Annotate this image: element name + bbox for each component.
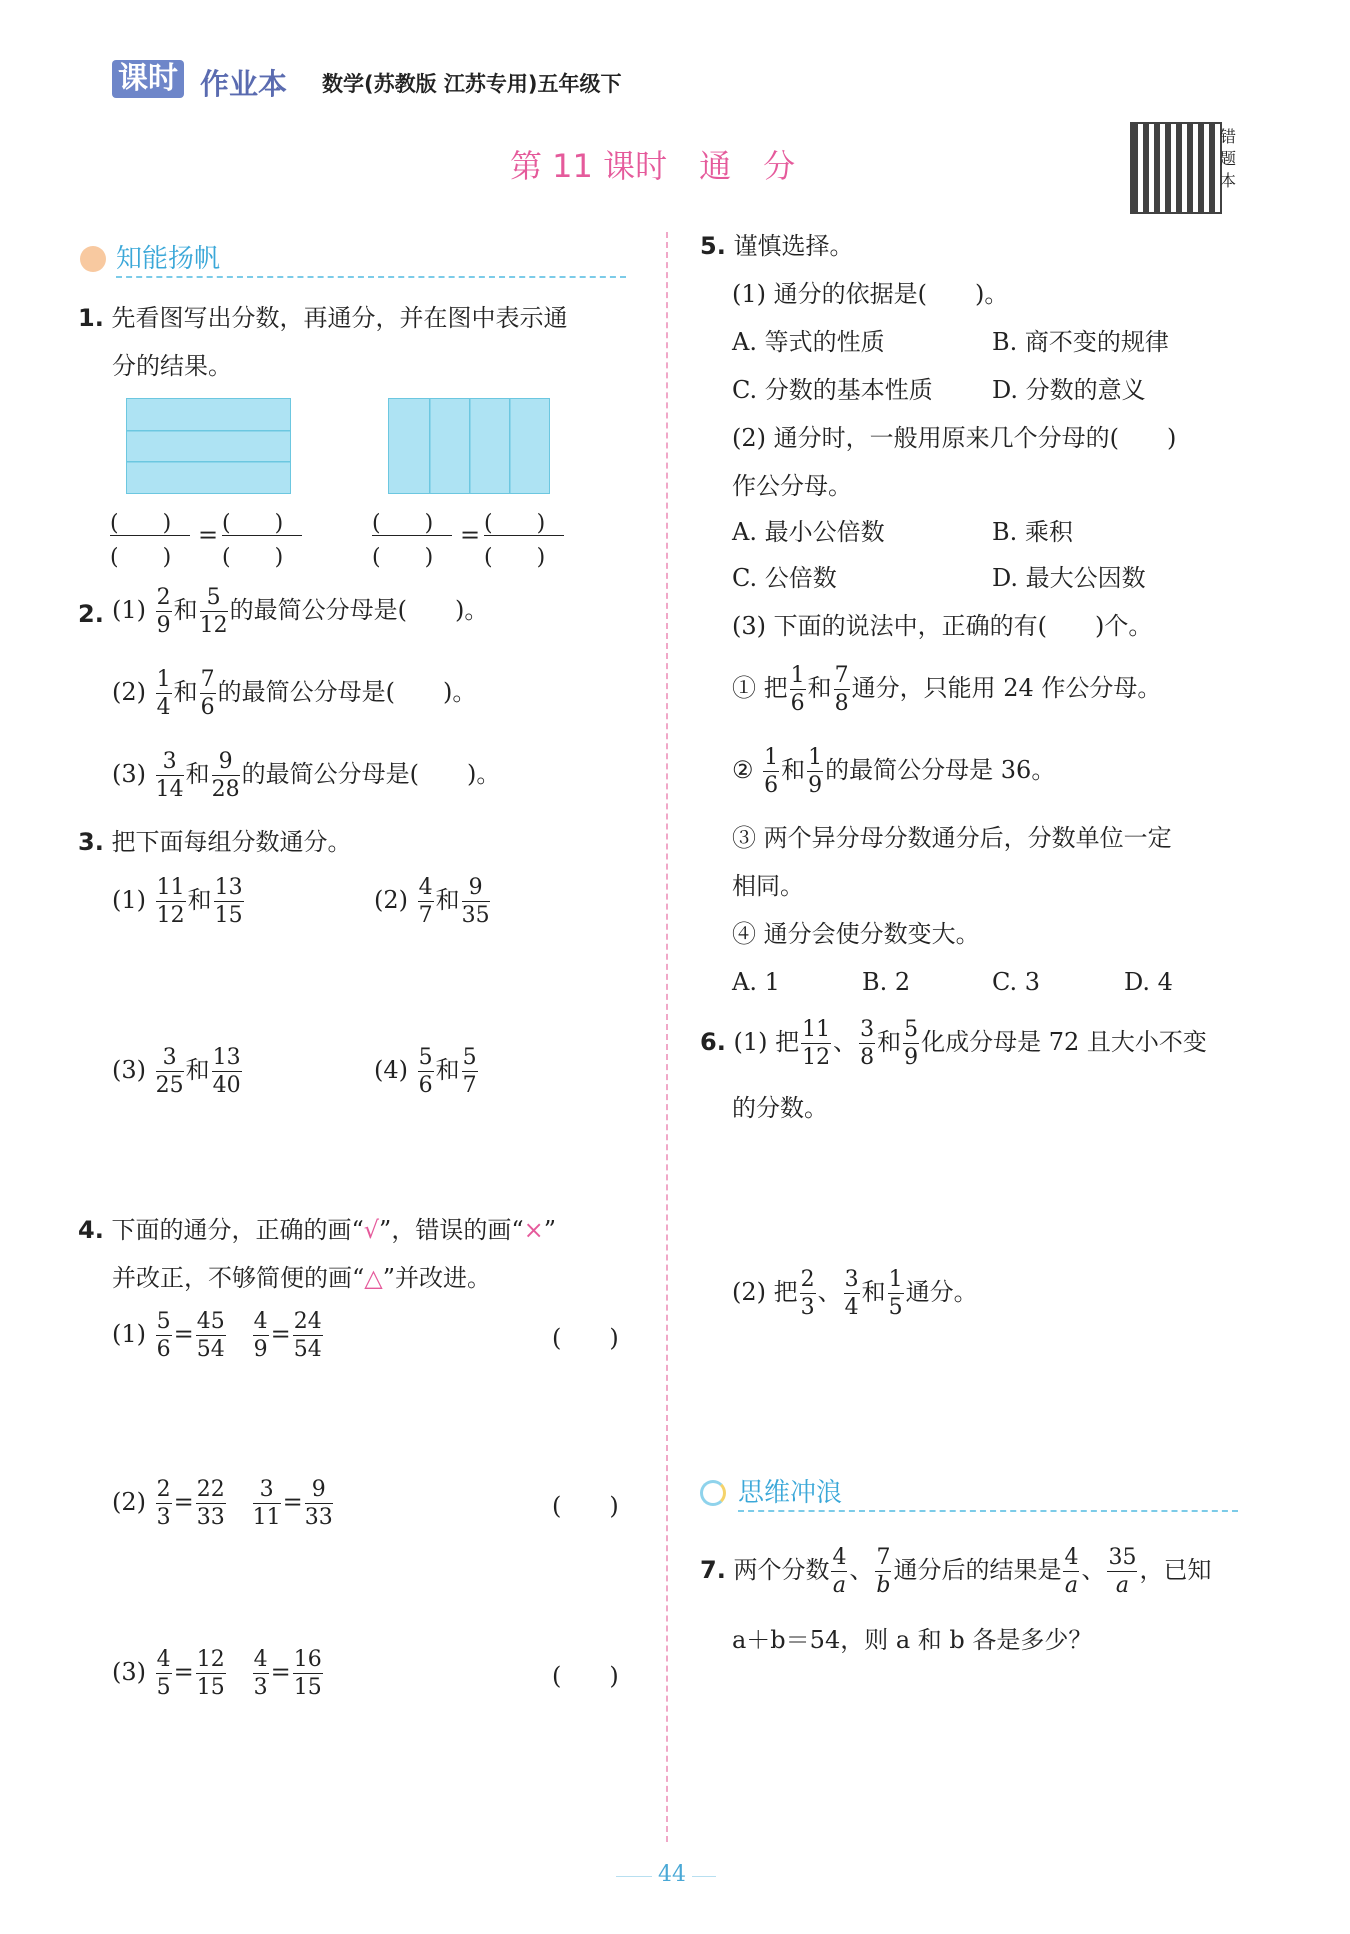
q1-text: 1. 先看图写出分数，再通分，并在图中表示通 <box>78 304 568 332</box>
qr-label: 错题本 <box>1220 127 1237 190</box>
q1-answer-1[interactable]: ( ) ( ) = ( ) ( ) <box>110 506 310 566</box>
header <box>112 60 752 104</box>
q5-opt-1a: A. 等式的性质 <box>732 328 885 356</box>
page-number: 44 <box>652 1864 692 1886</box>
q4-item-3: (3) $\frac{4}{5}$ = $\frac{12}{15}$ $\frac{4}{3}$ = $\frac{16}{15}$ <box>112 1647 322 1701</box>
page-title: 第 11 课时 通 分 <box>510 147 796 185</box>
check-icon: √ <box>363 1216 380 1244</box>
q4-text: 4. 下面的通分，正确的画“√”，错误的画“×” <box>78 1216 556 1244</box>
q5-opt-3a: A. 1 <box>732 968 780 996</box>
q1-answer-2[interactable]: ( ) ( ) = ( ) ( ) <box>372 506 572 566</box>
section-icon <box>80 246 106 272</box>
q5-opt-3c: C. 3 <box>992 968 1041 996</box>
q5-opt-1c: C. 分数的基本性质 <box>732 376 933 404</box>
q6-part-1: 6. (1) 把 $\frac{11}{12}$ 、 $\frac{3}{8}$ 和 $\frac{5}{9}$ 化成分母是 72 且大小不变 <box>700 1017 1207 1071</box>
q5-statement-1: ① 把 $\frac{1}{6}$ 和 $\frac{7}{8}$ 通分，只能用 24 作公分母。 <box>732 663 1162 717</box>
q3-item-3: (3) $\frac{3}{25}$ 和 $\frac{13}{40}$ <box>112 1045 241 1099</box>
brand-name: 作业本 <box>200 67 288 101</box>
q5-text: 5. 谨慎选择。 <box>700 232 854 260</box>
book-title: 数学(苏教版 江苏专用)五年级下 <box>322 72 622 96</box>
brand-logo: 课时 <box>112 60 184 98</box>
q4-answer-3[interactable]: ( ) <box>552 1662 619 1690</box>
q5-statement-3b: 相同。 <box>732 872 804 900</box>
triangle-icon: △ <box>364 1264 383 1292</box>
q2-item-2: (2) $\frac{1}{4}$ 和 $\frac{7}{6}$ 的最简公分母是( )。 <box>112 667 477 721</box>
q5-sub-1: (1) 通分的依据是( )。 <box>732 280 1009 308</box>
q1-text-2: 分的结果。 <box>112 352 232 380</box>
q4-text-2: 并改正，不够简便的画“△”并改进。 <box>112 1264 492 1292</box>
q3-item-2: (2) $\frac{4}{7}$ 和 $\frac{9}{35}$ <box>374 875 490 929</box>
section-icon-2 <box>700 1480 726 1506</box>
section-title-1: 知能扬帆 <box>116 244 221 274</box>
q5-opt-2d: D. 最大公因数 <box>992 564 1146 592</box>
q2-item-3: (3) $\frac{3}{14}$ 和 $\frac{9}{28}$ 的最简公分母是( )。 <box>112 749 501 803</box>
q7-text-2: a＋b＝54，则 a 和 b 各是多少？ <box>732 1626 1093 1654</box>
q3-text: 3. 把下面每组分数通分。 <box>78 828 352 856</box>
q5-opt-2c: C. 公倍数 <box>732 564 837 592</box>
q5-sub-3: (3) 下面的说法中，正确的有( )个。 <box>732 612 1153 640</box>
q3-item-4: (4) $\frac{5}{6}$ 和 $\frac{5}{7}$ <box>374 1045 477 1099</box>
q7-text: 7. 两个分数 $\frac{4}{a}$ 、 $\frac{7}{b}$ 通分后的结果是 $\frac{4}{a}$ 、 $\frac{35}{a}$ ，已知 <box>700 1545 1212 1599</box>
q5-statement-4: ④ 通分会使分数变大。 <box>732 920 980 948</box>
q5-sub-2: (2) 通分时，一般用原来几个分母的( ) <box>732 424 1177 452</box>
q5-statement-2: ② $\frac{1}{6}$ 和 $\frac{1}{9}$ 的最简公分母是 36。 <box>732 745 1056 799</box>
section-title-2: 思维冲浪 <box>738 1478 843 1508</box>
q3-item-1: (1) $\frac{11}{12}$ 和 $\frac{13}{15}$ <box>112 875 243 929</box>
q5-opt-2b: B. 乘积 <box>992 518 1073 546</box>
qr-code[interactable] <box>1130 122 1222 214</box>
q6-part-2: (2) 把 $\frac{2}{3}$ 、 $\frac{3}{4}$ 和 $\frac{1}{5}$ 通分。 <box>732 1267 978 1321</box>
cross-icon: × <box>523 1216 544 1244</box>
section-underline <box>116 276 626 278</box>
fraction-diagram-2 <box>388 398 550 494</box>
q4-item-2: (2) $\frac{2}{3}$ = $\frac{22}{33}$ $\frac{3}{11}$ = $\frac{9}{33}$ <box>112 1477 333 1531</box>
section-underline-2 <box>738 1510 1238 1512</box>
q5-opt-3b: B. 2 <box>862 968 911 996</box>
q5-opt-3d: D. 4 <box>1124 968 1173 996</box>
fraction-diagram-1 <box>126 398 291 494</box>
q5-opt-2a: A. 最小公倍数 <box>732 518 885 546</box>
q5-statement-3: ③ 两个异分母分数通分后，分数单位一定 <box>732 824 1172 852</box>
column-divider <box>666 232 668 1842</box>
q2-item-1: (1) $\frac{2}{9}$ 和 $\frac{5}{12}$ 的最简公分母是( )。 <box>112 585 489 639</box>
q4-item-1: (1) $\frac{5}{6}$ = $\frac{45}{54}$ $\frac{4}{9}$ = $\frac{24}{54}$ <box>112 1309 322 1363</box>
q4-answer-1[interactable]: ( ) <box>552 1324 619 1352</box>
q2-number: 2. <box>78 600 104 628</box>
q6-part-1b: 的分数。 <box>732 1094 828 1122</box>
q5-sub-2b: 作公分母。 <box>732 472 852 500</box>
q5-opt-1b: B. 商不变的规律 <box>992 328 1169 356</box>
q5-opt-1d: D. 分数的意义 <box>992 376 1146 404</box>
q4-answer-2[interactable]: ( ) <box>552 1492 619 1520</box>
